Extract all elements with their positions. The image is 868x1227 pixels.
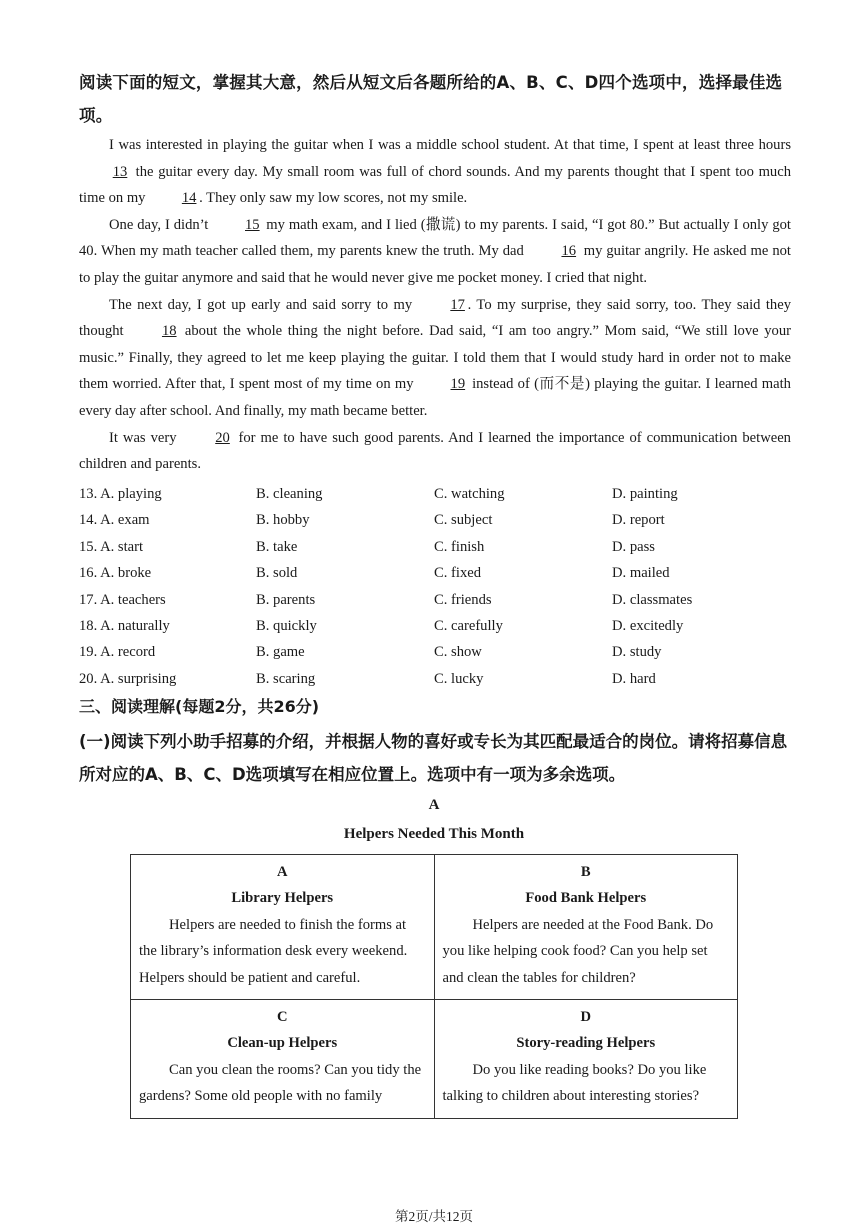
option-19-d: D. study bbox=[612, 644, 662, 661]
ad-title-d: Story-reading Helpers bbox=[516, 1035, 656, 1052]
ad-letter-b: B bbox=[580, 864, 591, 880]
ad-title-b: Food Bank Helpers bbox=[525, 890, 647, 907]
option-14-d: D. report bbox=[612, 512, 665, 529]
cloze-instructions: 阅读下面的短文，掌握其大意，然后从短文后各题所给的A、B、C、D四个选项中，选择最佳选项。 bbox=[79, 73, 783, 125]
option-18-d: D. excitedly bbox=[612, 617, 684, 634]
ad-cell-d bbox=[434, 1000, 738, 1119]
option-19-c: C. show bbox=[434, 644, 482, 661]
answer-options bbox=[79, 481, 791, 692]
option-18-a: 18. A. naturally bbox=[79, 617, 170, 634]
cloze-passage bbox=[79, 132, 791, 478]
option-16-c: C. fixed bbox=[434, 565, 482, 582]
ad-cell-a bbox=[131, 855, 435, 1000]
passage-paragraph-2: One day, I didn’t 15 my math exam, and I lied (撒谎) to my parents. I said, “I got 80.” But actually I only got 40. When my math teacher called them, my parents knew the truth. My dad 16 my guitar angrily. He asked me not to play the guitar anymore and said that he would never give me pocket money. I cried that night. bbox=[79, 212, 791, 292]
blank-18: 18 bbox=[161, 323, 177, 340]
ad-letter-a: A bbox=[276, 864, 288, 880]
blank-14: 14 bbox=[181, 190, 197, 207]
option-row-13 bbox=[79, 481, 791, 507]
option-17-b: B. parents bbox=[256, 591, 316, 608]
passage-paragraph-1: I was interested in playing the guitar when I was a middle school student. At that time, I spent at least three hours 13 the guitar every day. My small room was full of chord sounds. And my parents thought that I spent too much time on my 14 . They only saw my low scores, not my smile. bbox=[79, 132, 791, 212]
option-18-b: B. quickly bbox=[256, 617, 317, 634]
section-title: 三、阅读理解(每题2分，共26分) bbox=[79, 697, 320, 716]
passage-letter: A bbox=[428, 797, 440, 813]
option-15-b: B. take bbox=[256, 538, 298, 555]
ad-title-c: Clean-up Helpers bbox=[227, 1035, 338, 1052]
blank-16: 16 bbox=[561, 243, 577, 260]
option-20-a: 20. A. surprising bbox=[79, 670, 177, 687]
option-19-b: B. game bbox=[256, 644, 305, 661]
option-13-d: D. painting bbox=[612, 486, 678, 502]
passage-heading: Helpers Needed This Month bbox=[343, 826, 525, 842]
option-row-20 bbox=[79, 666, 791, 692]
option-row-18 bbox=[79, 613, 791, 639]
option-15-d: D. pass bbox=[612, 538, 655, 555]
passage-paragraph-3: The next day, I got up early and said sorry to my 17 . To my surprise, they said sorry, too. They said they thought 18 about the whole thing the night before. Dad said, “I am too angry.” Mom said, “We still love your music.” Finally, they agreed to let me keep playing the guitar. I told them that I would study hard in order not to make them worried. After that, I spent most of my time on my 19 instead of (而不是) playing the guitar. I learned math every day after school. And finally, my math became better. bbox=[79, 292, 791, 425]
option-20-c: C. lucky bbox=[434, 670, 484, 687]
option-row-15 bbox=[79, 534, 791, 560]
option-13-a: 13. A. playing bbox=[79, 486, 162, 502]
option-19-a: 19. A. record bbox=[79, 644, 156, 661]
ad-title-a: Library Helpers bbox=[231, 890, 334, 907]
ad-body-a: Helpers are needed to finish the forms at the library’s information desk every weekend. Helpers should be patient and careful. bbox=[139, 916, 408, 986]
option-20-d: D. hard bbox=[612, 670, 656, 687]
ad-body-b: Helpers are needed at the Food Bank. Do you like helping cook food? Can you help set and clean the tables for children? bbox=[442, 916, 714, 986]
option-row-19 bbox=[79, 639, 791, 665]
blank-20: 20 bbox=[215, 429, 230, 446]
page-number: 第2页/共12页 bbox=[394, 1209, 473, 1224]
ad-cell-c bbox=[131, 1000, 435, 1119]
ad-body-d: Do you like reading books? Do you like talking to children about interesting stories? bbox=[442, 1061, 707, 1105]
option-16-a: 16. A. broke bbox=[79, 565, 152, 582]
option-15-c: C. finish bbox=[434, 538, 485, 555]
blank-13: 13 bbox=[112, 163, 128, 180]
option-20-b: B. scaring bbox=[256, 670, 316, 687]
option-17-c: C. friends bbox=[434, 591, 492, 608]
ad-cell-b bbox=[434, 855, 738, 1000]
option-17-d: D. classmates bbox=[612, 591, 693, 608]
helpers-table bbox=[130, 854, 738, 1119]
option-14-a: 14. A. exam bbox=[79, 512, 150, 529]
option-row-14 bbox=[79, 507, 791, 533]
ad-body-c: Can you clean the rooms? Can you tidy the gardens? Some old people with no family bbox=[139, 1061, 422, 1105]
section-instructions: (一)阅读下列小助手招募的介绍，并根据人物的喜好或专长为其匹配最适合的岗位。请将招募信息所对应的A、B、C、D选项填写在相应位置上。选项中有一项为多余选项。 bbox=[79, 732, 788, 784]
passage-paragraph-4: It was very 20 for me to have such good parents. And I learned the importance of communication between children and parents. bbox=[79, 425, 791, 478]
option-13-c: C. watching bbox=[434, 486, 505, 502]
option-row-16 bbox=[79, 560, 791, 586]
option-13-b: B. cleaning bbox=[256, 486, 323, 502]
option-14-c: C. subject bbox=[434, 512, 493, 529]
ad-letter-d: D bbox=[580, 1009, 592, 1026]
option-row-17 bbox=[79, 587, 791, 613]
blank-15: 15 bbox=[245, 216, 260, 233]
option-14-b: B. hobby bbox=[256, 512, 310, 529]
option-17-a: 17. A. teachers bbox=[79, 591, 166, 608]
option-15-a: 15. A. start bbox=[79, 538, 144, 555]
option-16-b: B. sold bbox=[256, 565, 298, 582]
option-18-c: C. carefully bbox=[434, 617, 503, 634]
ad-letter-c: C bbox=[276, 1009, 288, 1026]
blank-19: 19 bbox=[450, 376, 466, 393]
blank-17: 17 bbox=[450, 296, 465, 313]
option-16-d: D. mailed bbox=[612, 565, 670, 582]
